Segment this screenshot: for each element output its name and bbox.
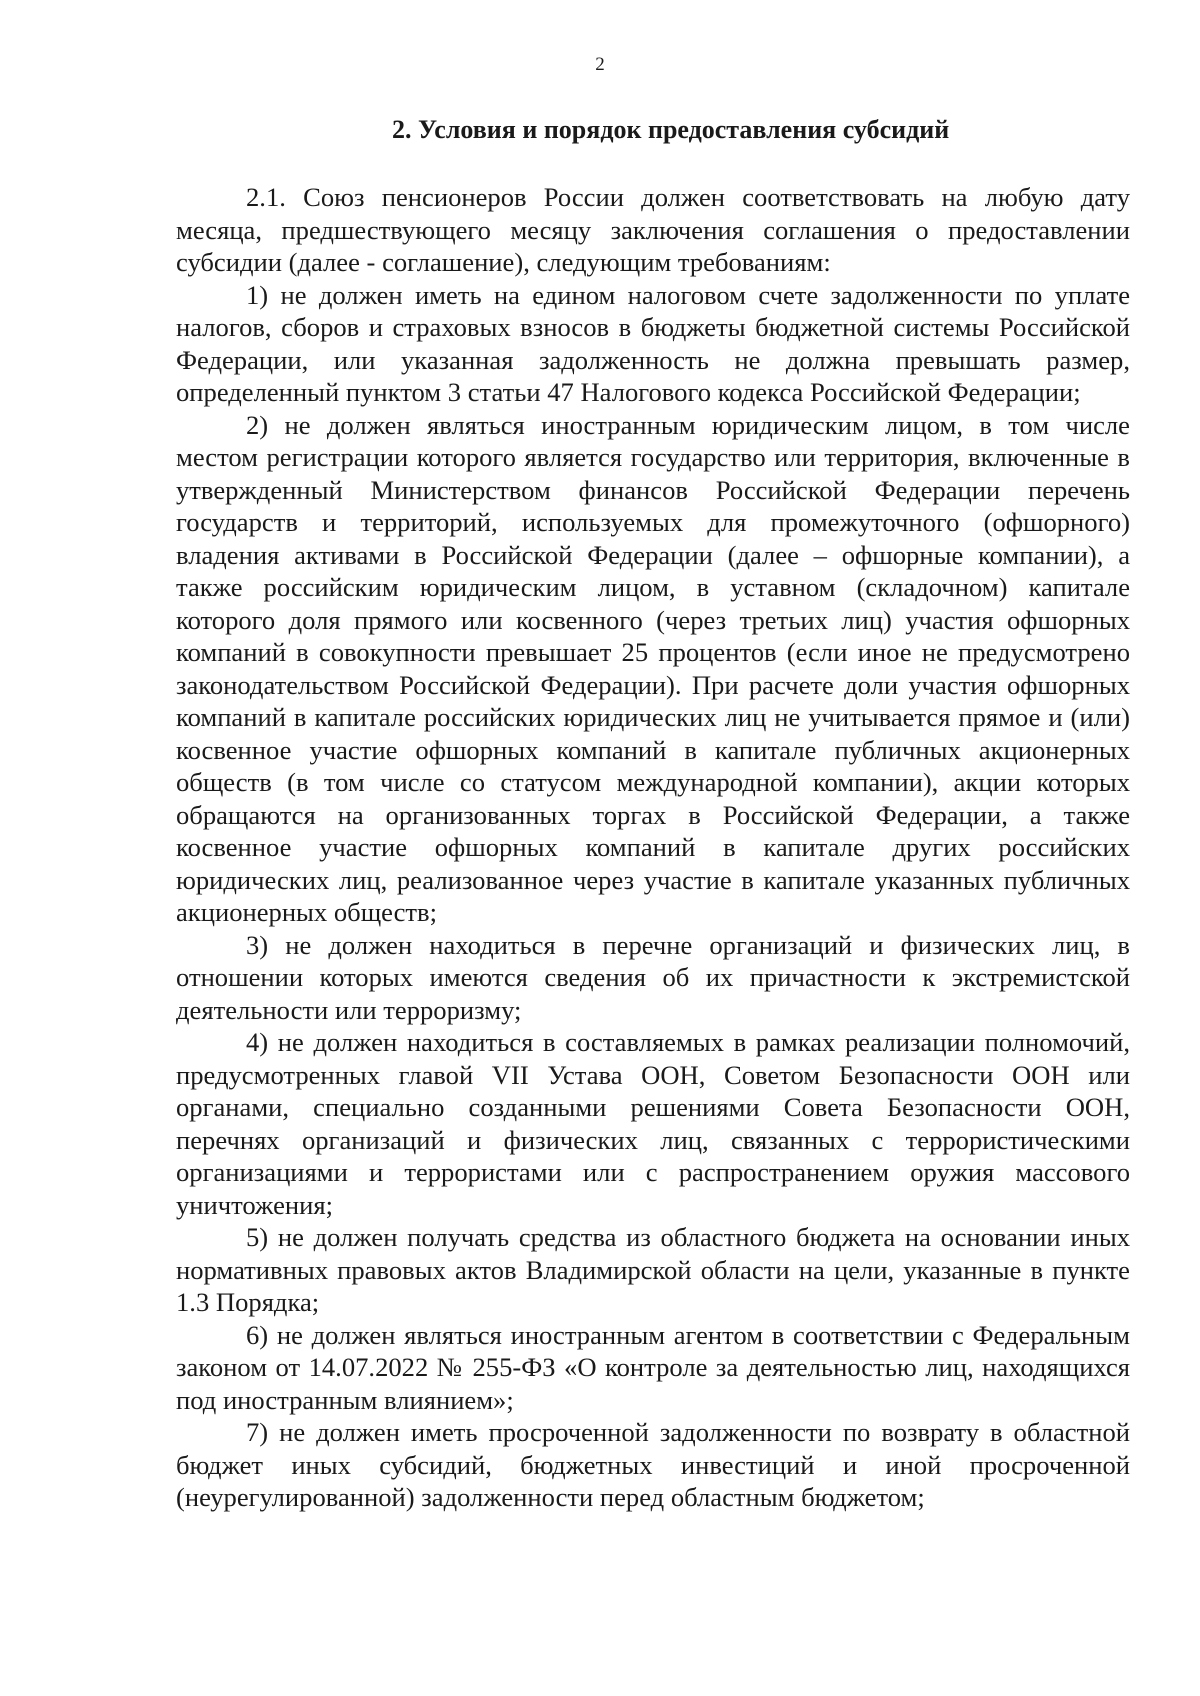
paragraph-item-1: 1) не должен иметь на едином налоговом счете задолженности по уплате налогов, сборов и страховых взносов в бюджеты бюджетной системы Российской Федерации, или указанная задолженность не должна превышать размер, определенный пунктом 3 статьи 47 Налогового кодекса Российской Федерации; <box>176 279 1130 407</box>
document-body <box>176 181 1130 1514</box>
paragraph-item-3: 3) не должен находиться в перечне организаций и физических лиц, в отношении которых имеются сведения об их причастности к экстремистской деятельности или терроризму; <box>176 929 1130 1025</box>
paragraph-item-4: 4) не должен находиться в составляемых в рамках реализации полномочий, предусмотренных главой VII Устава ООН, Советом Безопасности ООН или органами, специально созданными решениями Совета Безопасности ООН, перечнях организаций и физических лиц, связанных с террористическими организациями и террористами или с распространением оружия массового уничтожения; <box>176 1027 1130 1220</box>
page-number: 2 <box>595 54 605 75</box>
paragraph-item-5: 5) не должен получать средства из областного бюджета на основании иных нормативных правовых актов Владимирской области на цели, указанные в пункте 1.3 Порядка; <box>176 1222 1130 1317</box>
paragraph-item-2: 2) не должен являться иностранным юридическим лицом, в том числе местом регистрации которого является государство или территория, включенные в утвержденный Министерством финансов Российской Федерации перечень государств и территорий, используемых для промежуточного (офшорного) владения активами в Российской Федерации (далее – офшорные компании), а также российским юридическим лицом, в уставном (складочном) капитале которого доля прямого или косвенного (через третьих лиц) участия офшорных компаний в совокупности превышает 25 процентов (если иное не предусмотрено законодательством Российской Федерации). При расчете доли участия офшорных компаний в капитале российских юридических лиц не учитывается прямое и (или) косвенное участие офшорных компаний в капитале публичных акционерных обществ (в том числе со статусом международной компании), акции которых обращаются на организованных торгах в Российской Федерации, а также косвенное участие офшорных компаний в капитале других российских юридических лиц, реализованное через участие в капитале указанных публичных акционерных обществ; <box>176 409 1130 927</box>
paragraph-item-6: 6) не должен являться иностранным агентом в соответствии с Федеральным законом от 14.07.2022 № 255-ФЗ «О контроле за деятельностью лиц, находящихся под иностранным влиянием»; <box>176 1319 1130 1415</box>
paragraph-item-7: 7) не должен иметь просроченной задолженности по возврату в областной бюджет иных субсидий, бюджетных инвестиций и иной просроченной (неурегулированной) задолженности перед областным бюджетом; <box>176 1417 1130 1512</box>
section-title: 2. Условия и порядок предоставления субсидий <box>392 115 950 144</box>
paragraph-2-1: 2.1. Союз пенсионеров России должен соответствовать на любую дату месяца, предшествующего месяцу заключения соглашения о предоставлении субсидии (далее - соглашение), следующим требованиям: <box>176 182 1130 277</box>
